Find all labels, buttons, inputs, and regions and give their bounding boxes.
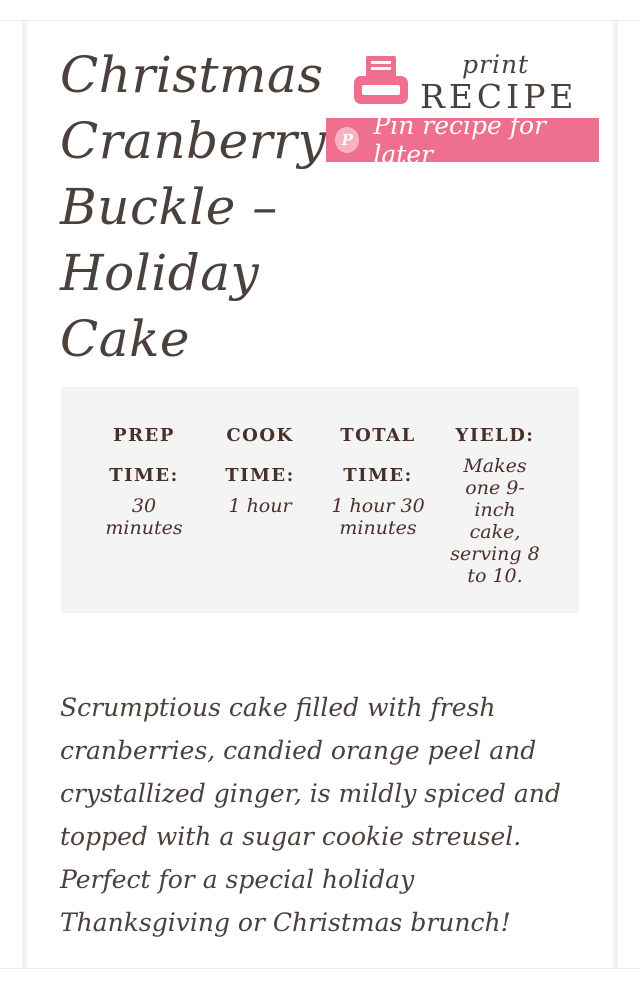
cook-time-label: COOK bbox=[226, 425, 294, 446]
yield-label: YIELD: bbox=[455, 425, 535, 446]
top-divider bbox=[0, 20, 640, 21]
pin-recipe-button[interactable] bbox=[326, 111, 599, 169]
print-label: print bbox=[462, 50, 530, 79]
pinterest-icon: P bbox=[335, 127, 359, 153]
recipe-label: RECIPE bbox=[420, 77, 578, 116]
prep-time-label: PREP bbox=[113, 425, 175, 446]
total-time-label-2: TIME: bbox=[343, 465, 413, 486]
recipe-description: Scrumptious cake filled with fresh cranberries, candied orange peel and crystallized ginger, is mildly spiced and topped with a sugar cookie streusel. Perfect for a special holiday Thanksgiving or Christmas brunch! bbox=[60, 693, 561, 937]
page-edge-left bbox=[22, 21, 27, 968]
prep-time-label-2: TIME: bbox=[109, 465, 179, 486]
total-time-label: TOTAL bbox=[340, 425, 416, 446]
total-time-value: 1 hour 30 minutes bbox=[331, 495, 425, 539]
cook-time-value: 1 hour bbox=[228, 495, 292, 517]
cook-time-label-2: TIME: bbox=[225, 465, 295, 486]
page-edge-right bbox=[613, 21, 618, 968]
recipe-meta-box bbox=[61, 387, 579, 613]
prep-time-value: 30 minutes bbox=[105, 495, 183, 539]
pin-button-label: Pin recipe for later bbox=[373, 111, 547, 169]
yield-value: Makes one 9-inch cake, serving 8 to 10. bbox=[450, 455, 540, 587]
bottom-divider bbox=[0, 968, 640, 969]
recipe-title: Christmas Cranberry Buckle – Holiday Cake bbox=[60, 46, 327, 368]
print-recipe-button[interactable] bbox=[352, 50, 602, 114]
printer-icon bbox=[352, 52, 410, 110]
